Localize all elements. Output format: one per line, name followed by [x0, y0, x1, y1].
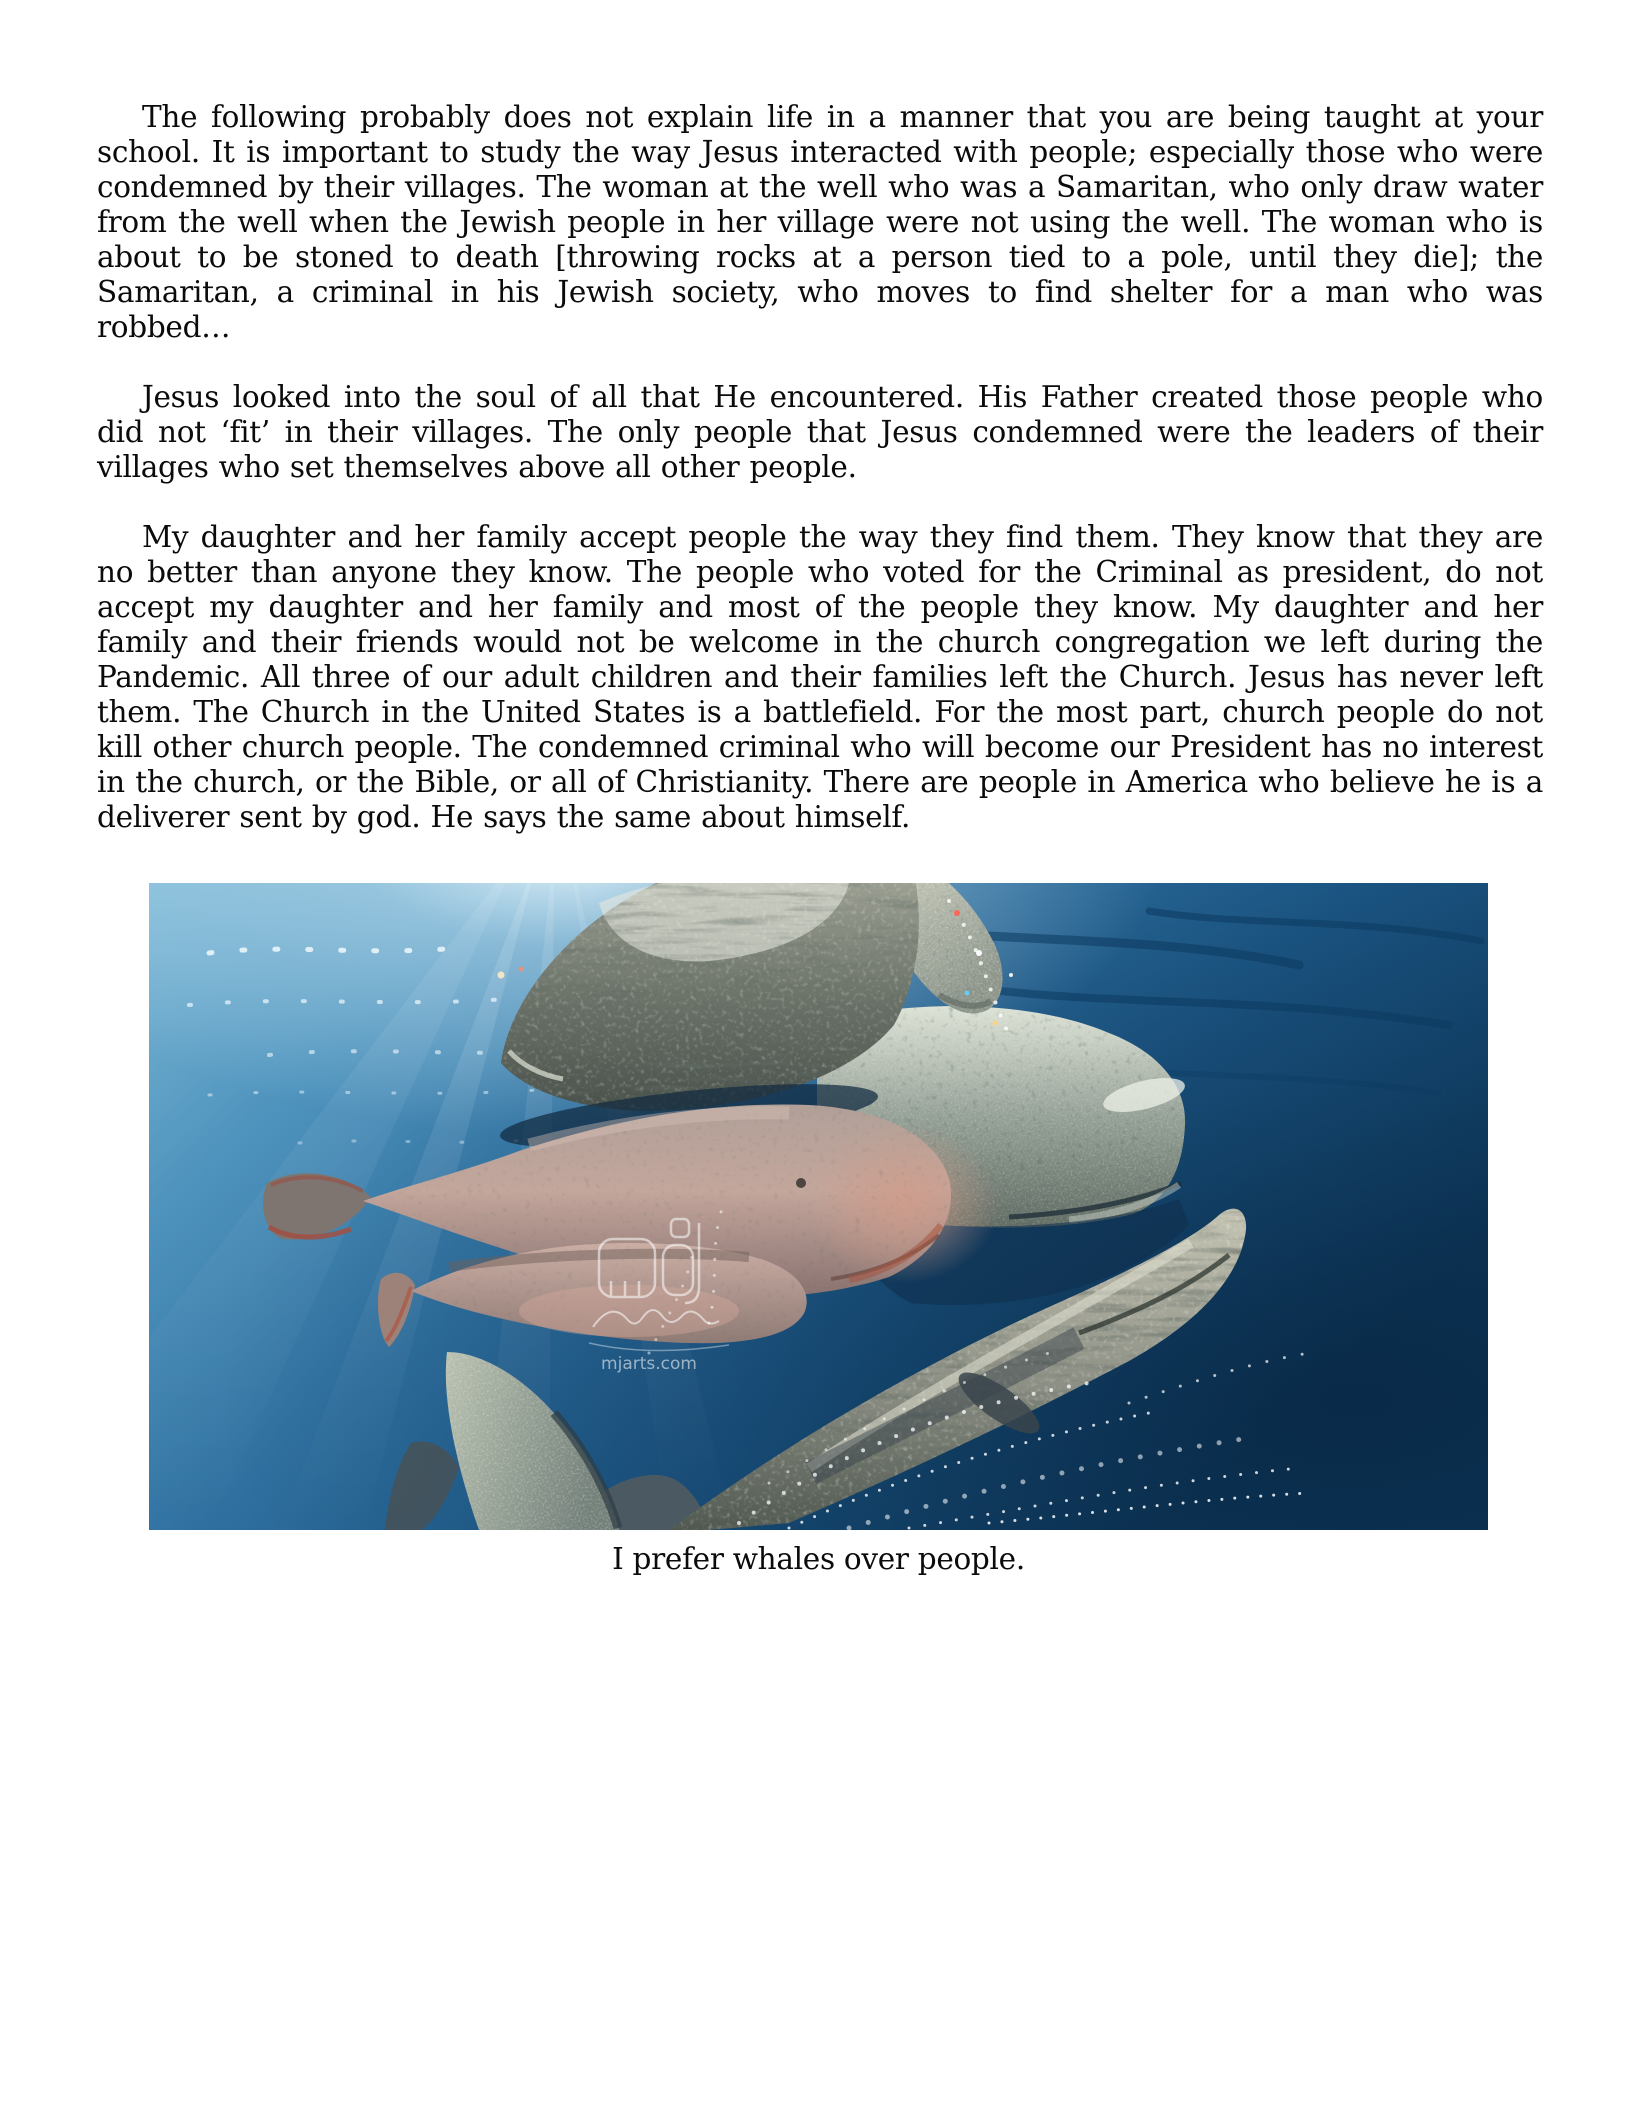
watermark-text: mjarts.com: [601, 1354, 697, 1374]
body-text: [97, 100, 1543, 835]
whale-eye: [796, 1178, 806, 1188]
whale-photo-art: [149, 883, 1488, 1530]
photo-caption: I prefer whales over people.: [612, 1542, 1025, 1576]
whale-figure: [149, 883, 1488, 1577]
paragraph: My daughter and her family accept people the way they find them. They know that they are no better than anyone they know. The people who voted for the Criminal as president, do not accept my daughter and her family and most of the people they know. My daughter and her family and their friends would not be welcome in the church congregation we left during the Pandemic. All three of our adult children and their families left the Church. Jesus has never left them. The Church in the United States is a battlefield. For the most part, church people do not kill other church people. The condemned criminal who will become our President has no interest in the church, or the Bible, or all of Christianity. There are people in America who believe he is a deliverer sent by god. He says the same about himself.: [97, 520, 1543, 834]
paragraph: Jesus looked into the soul of all that He encountered. His Father created those people who did not ‘fit’ in their villages. The only people that Jesus condemned were the leaders of their villages who set themselves above all other people.: [97, 380, 1543, 484]
paragraph: The following probably does not explain life in a manner that you are being taught at your school. It is important to study the way Jesus interacted with people; especially those who were condemned by their villages. The woman at the well who was a Samaritan, who only draw water from the well when the Jewish people in her village were not using the well. The woman who is about to be stoned to death [throwing rocks at a person tied to a pole, until they die]; the Samaritan, a criminal in his Jewish society, who moves to find shelter for a man who was robbed…: [97, 100, 1543, 344]
whale-photo: [149, 883, 1488, 1530]
